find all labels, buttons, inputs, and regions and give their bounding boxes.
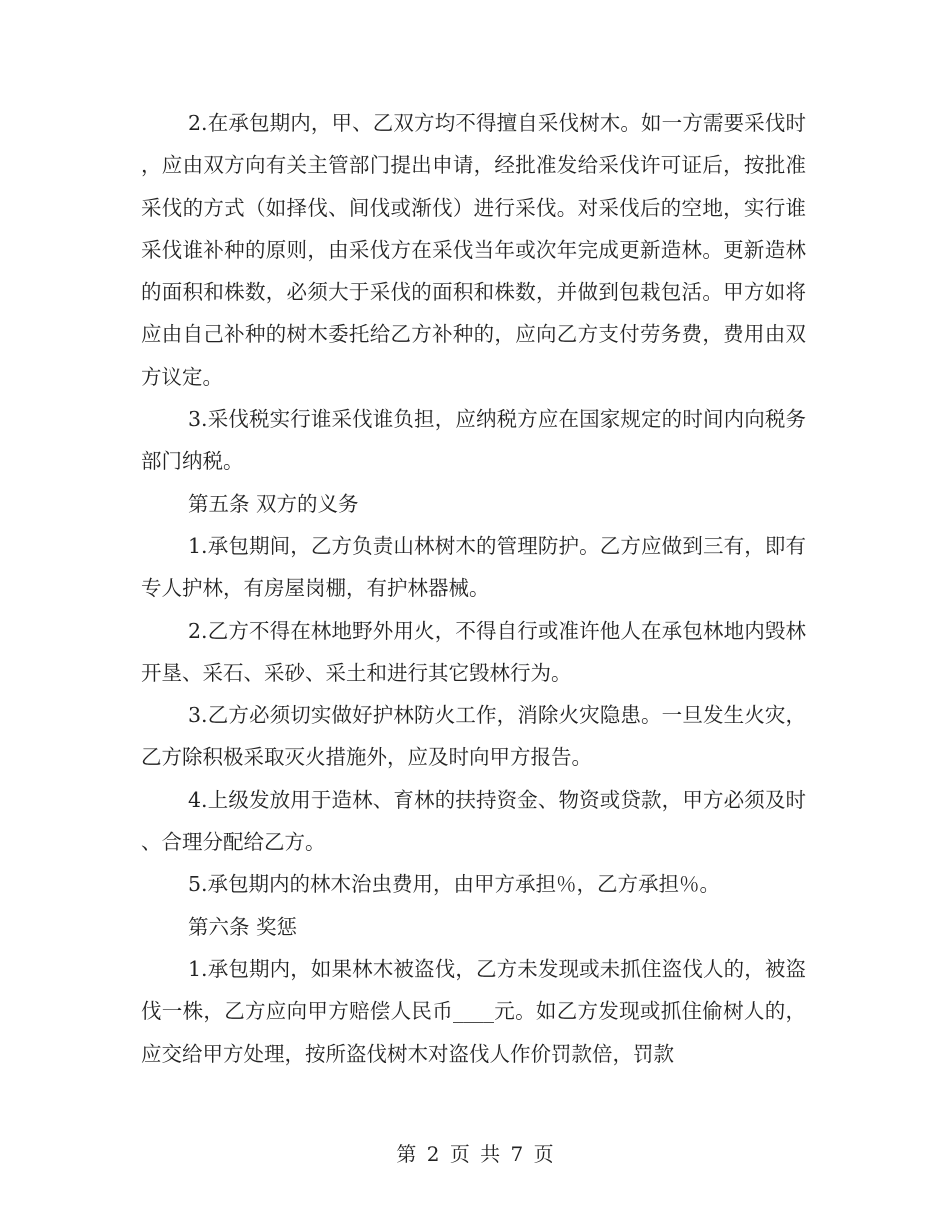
paragraph-clause-5-3: 3.乙方必须切实做好护林防火工作，消除火灾隐患。一旦发生火灾，乙方除积极采取灭火措施外，应及时向甲方报告。 <box>141 703 806 770</box>
page-number-footer: 第 2 页 共 7 页 <box>396 1142 554 1166</box>
paragraph-clause-4-3: 3.采伐税实行谁采伐谁负担，应纳税方应在国家规定的时间内向税务部门纳税。 <box>141 407 806 474</box>
paragraph-clause-5-2: 2.乙方不得在林地野外用火，不得自行或准许他人在承包林地内毁林开垦、采石、采砂、采土和进行其它毁林行为。 <box>141 618 806 685</box>
paragraph-clause-5-5: 5.承包期内的林木治虫费用，由甲方承担％，乙方承担％。 <box>188 872 721 897</box>
section-heading-article-5: 第五条 双方的义务 <box>188 491 359 516</box>
paragraph-clause-4-2: 2.在承包期内，甲、乙双方均不得擅自采伐树木。如一方需要采伐时，应由双方向有关主管部门提出申请，经批准发给采伐许可证后，按批准采伐的方式（如择伐、间伐或渐伐）进行采伐。对采伐后的空地，实行谁采伐谁补种的原则，由采伐方在采伐当年或次年完成更新造林。更新造林的面积和株数，必须大于采伐的面积和株数，并做到包栽包活。甲方如将应由自己补种的树木委托给乙方补种的，应向乙方支付劳务费，费用由双方议定。 <box>141 111 806 389</box>
document-body <box>141 102 806 1075</box>
section-heading-article-6: 第六条 奖惩 <box>188 914 298 939</box>
paragraph-clause-5-1: 1.承包期间，乙方负责山林树木的管理防护。乙方应做到三有，即有专人护林，有房屋岗棚，有护林器械。 <box>141 533 806 601</box>
paragraph-clause-5-4: 4.上级发放用于造林、育林的扶持资金、物资或贷款，甲方必须及时、合理分配给乙方。 <box>141 787 806 855</box>
paragraph-clause-6-1: 1.承包期内，如果林木被盗伐，乙方未发现或未抓住盗伐人的，被盗伐一株，乙方应向甲方赔偿人民币____元。如乙方发现或抓住偷树人的，应交给甲方处理，按所盗伐树木对盗伐人作价罚款倍，罚款 <box>141 956 806 1066</box>
